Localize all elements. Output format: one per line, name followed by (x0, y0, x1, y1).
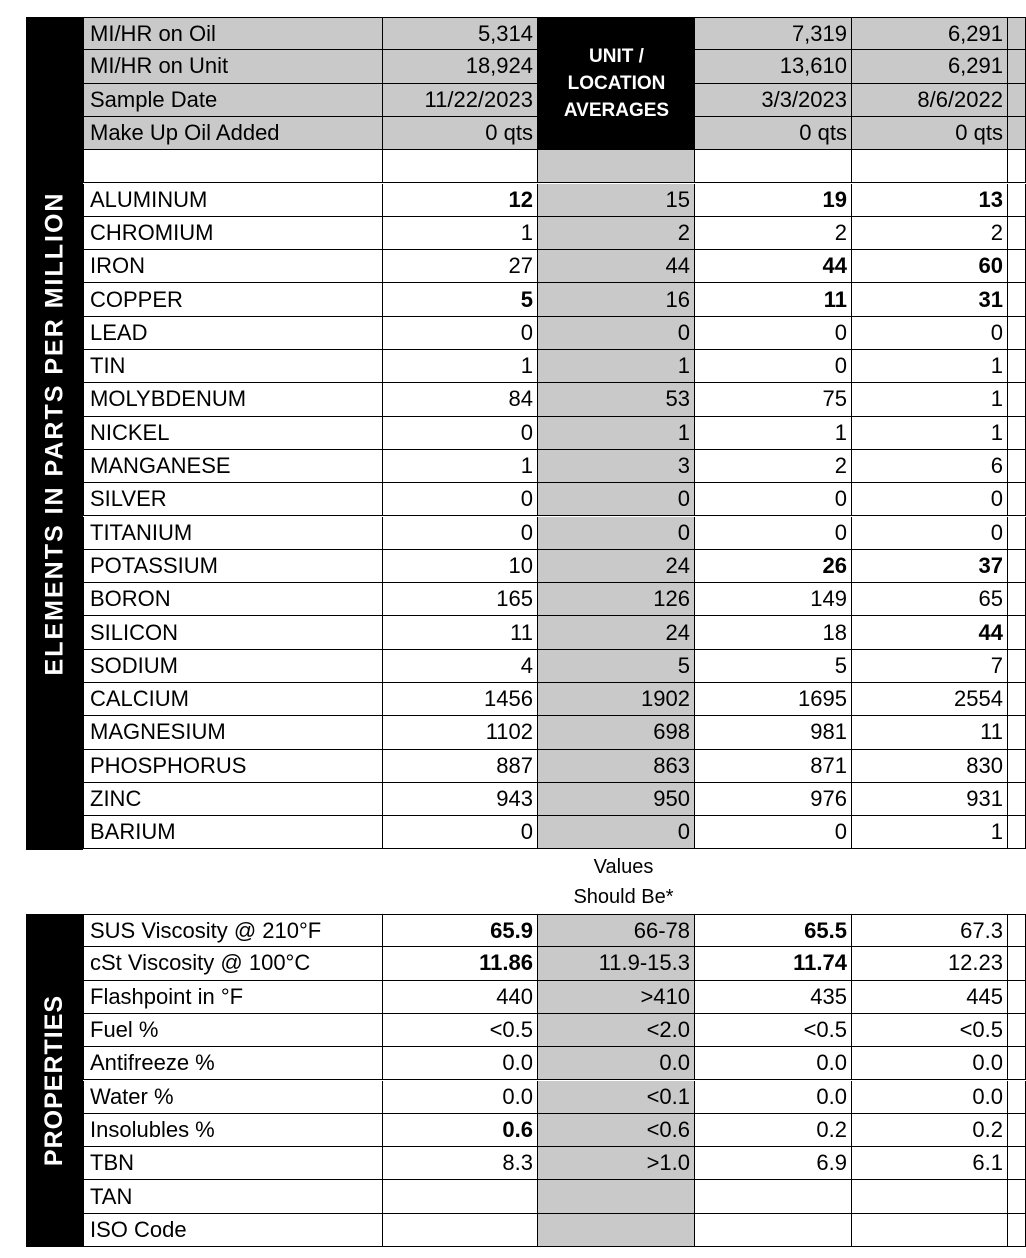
element-row-overflow-cell (1008, 650, 1026, 683)
property-row-value: 11.74 (695, 947, 852, 980)
element-row-overflow-cell (1008, 250, 1026, 283)
property-row-value: <0.5 (695, 1014, 852, 1047)
unit-location-averages-header (538, 17, 695, 150)
element-row-overflow-cell (1008, 450, 1026, 483)
element-row-overflow-cell (1008, 783, 1026, 816)
element-row-value: 1 (852, 350, 1008, 383)
property-row-value: 0.0 (383, 1047, 538, 1080)
property-row-value: 66-78 (538, 914, 695, 947)
elements-section-title: ELEMENTS IN PARTS PER MILLION (39, 191, 68, 676)
averages-header-line: AVERAGES (563, 100, 670, 122)
property-row-value: 65.9 (383, 914, 538, 947)
element-row-label: POTASSIUM (83, 550, 383, 583)
property-row-value (695, 1180, 852, 1213)
element-row-value: 1 (538, 350, 695, 383)
element-row-label: ALUMINUM (83, 184, 383, 217)
property-row-value: 0.2 (695, 1114, 852, 1147)
property-row-label: TBN (83, 1147, 383, 1180)
element-row-value: 931 (852, 783, 1008, 816)
spacer-cell (852, 150, 1008, 183)
element-row-label: TITANIUM (83, 517, 383, 550)
element-row-value: 65 (852, 583, 1008, 616)
element-row-value: 950 (538, 783, 695, 816)
property-row-label: TAN (83, 1180, 383, 1213)
header-row-value: 5,314 (383, 17, 538, 50)
element-row-value: 19 (695, 184, 852, 217)
spacer-cell (538, 150, 695, 183)
element-row-value: 0 (538, 816, 695, 849)
element-row-value: 24 (538, 550, 695, 583)
property-row-value: 445 (852, 981, 1008, 1014)
property-row-overflow-cell (1008, 1014, 1026, 1047)
element-row-value: 75 (695, 383, 852, 416)
property-row-value: 0.0 (852, 1047, 1008, 1080)
element-row-value: 44 (852, 616, 1008, 649)
property-row-value: <2.0 (538, 1014, 695, 1047)
element-row-value: 53 (538, 383, 695, 416)
element-row-value: 1 (695, 417, 852, 450)
header-row-value: 11/22/2023 (383, 84, 538, 117)
element-row-label: COPPER (83, 283, 383, 316)
element-row-value: 0 (538, 317, 695, 350)
property-row-value (695, 1214, 852, 1247)
element-row-overflow-cell (1008, 750, 1026, 783)
element-row-value: 981 (695, 716, 852, 749)
element-row-label: MANGANESE (83, 450, 383, 483)
element-row-overflow-cell (1008, 683, 1026, 716)
element-row-value: 165 (383, 583, 538, 616)
element-row-value: 0 (538, 517, 695, 550)
element-row-overflow-cell (1008, 283, 1026, 316)
property-row-value (538, 1214, 695, 1247)
element-row-overflow-cell (1008, 816, 1026, 849)
averages-header-line: LOCATION (567, 73, 666, 95)
element-row-value: 13 (852, 184, 1008, 217)
averages-header-line: UNIT / (589, 46, 644, 68)
property-row-value: 0.0 (695, 1047, 852, 1080)
element-row-value: 1695 (695, 683, 852, 716)
element-row-value: 2554 (852, 683, 1008, 716)
property-row-value: 12.23 (852, 947, 1008, 980)
element-row-value: 7 (852, 650, 1008, 683)
header-row-value: 7,319 (695, 17, 852, 50)
element-row-value: 1 (383, 450, 538, 483)
element-row-label: SODIUM (83, 650, 383, 683)
header-row-value: 8/6/2022 (852, 84, 1008, 117)
element-row-value: 0 (695, 317, 852, 350)
element-row-overflow-cell (1008, 184, 1026, 217)
element-row-value: 27 (383, 250, 538, 283)
header-row-overflow-cell (1008, 17, 1026, 50)
property-row-overflow-cell (1008, 947, 1026, 980)
element-row-overflow-cell (1008, 383, 1026, 416)
property-row-overflow-cell (1008, 1180, 1026, 1213)
element-row-label: CALCIUM (83, 683, 383, 716)
property-row-value (383, 1214, 538, 1247)
element-row-label: BORON (83, 583, 383, 616)
property-row-value (383, 1180, 538, 1213)
element-row-value: 31 (852, 283, 1008, 316)
element-row-value: 0 (383, 417, 538, 450)
values-note-line: Values (593, 855, 654, 878)
element-row-overflow-cell (1008, 217, 1026, 250)
header-row-value: 18,924 (383, 50, 538, 83)
property-row-value: >1.0 (538, 1147, 695, 1180)
element-row-value: 44 (695, 250, 852, 283)
element-row-value: 5 (695, 650, 852, 683)
property-row-value (852, 1180, 1008, 1213)
header-row-value: 3/3/2023 (695, 84, 852, 117)
element-row-label: PHOSPHORUS (83, 750, 383, 783)
element-row-value: 830 (852, 750, 1008, 783)
element-row-overflow-cell (1008, 583, 1026, 616)
element-row-value: 60 (852, 250, 1008, 283)
element-row-value: 12 (383, 184, 538, 217)
element-row-value: 1 (538, 417, 695, 450)
element-row-overflow-cell (1008, 716, 1026, 749)
element-row-value: 1902 (538, 683, 695, 716)
property-row-value: <0.5 (852, 1014, 1008, 1047)
element-row-value: 11 (383, 616, 538, 649)
property-row-value: <0.5 (383, 1014, 538, 1047)
element-row-value: 26 (695, 550, 852, 583)
property-row-value (538, 1180, 695, 1213)
element-row-overflow-cell (1008, 616, 1026, 649)
element-row-value: 863 (538, 750, 695, 783)
element-row-value: 871 (695, 750, 852, 783)
property-row-label: Fuel % (83, 1014, 383, 1047)
property-row-value: 0.6 (383, 1114, 538, 1147)
element-row-label: SILVER (83, 483, 383, 516)
element-row-value: 0 (852, 517, 1008, 550)
spacer-cell (1008, 150, 1026, 183)
property-row-label: cSt Viscosity @ 100°C (83, 947, 383, 980)
property-row-label: ISO Code (83, 1214, 383, 1247)
element-row-value: 0 (383, 483, 538, 516)
element-row-value: 18 (695, 616, 852, 649)
property-row-label: SUS Viscosity @ 210°F (83, 914, 383, 947)
header-row-label: Make Up Oil Added (83, 117, 383, 150)
element-row-value: 149 (695, 583, 852, 616)
element-row-value: 15 (538, 184, 695, 217)
property-row-value: <0.6 (538, 1114, 695, 1147)
element-row-value: 84 (383, 383, 538, 416)
element-row-label: ZINC (83, 783, 383, 816)
element-row-value: 943 (383, 783, 538, 816)
element-row-label: CHROMIUM (83, 217, 383, 250)
element-row-value: 1 (852, 816, 1008, 849)
element-row-value: 698 (538, 716, 695, 749)
header-row-value: 0 qts (852, 117, 1008, 150)
element-row-label: NICKEL (83, 417, 383, 450)
property-row-value: >410 (538, 981, 695, 1014)
element-row-value: 1 (383, 350, 538, 383)
element-row-label: IRON (83, 250, 383, 283)
header-row-overflow-cell (1008, 117, 1026, 150)
header-row-label: Sample Date (83, 84, 383, 117)
element-row-label: MAGNESIUM (83, 716, 383, 749)
element-row-label: MOLYBDENUM (83, 383, 383, 416)
header-row-value: 13,610 (695, 50, 852, 83)
element-row-value: 0 (852, 317, 1008, 350)
element-row-value: 5 (538, 650, 695, 683)
element-row-value: 2 (852, 217, 1008, 250)
element-row-value: 11 (852, 716, 1008, 749)
property-row-value: <0.1 (538, 1081, 695, 1114)
property-row-value: 8.3 (383, 1147, 538, 1180)
header-row-value: 0 qts (383, 117, 538, 150)
header-row-value: 6,291 (852, 17, 1008, 50)
header-row-label: MI/HR on Unit (83, 50, 383, 83)
element-row-value: 2 (538, 217, 695, 250)
property-row-overflow-cell (1008, 914, 1026, 947)
element-row-value: 126 (538, 583, 695, 616)
element-row-value: 1456 (383, 683, 538, 716)
element-row-value: 11 (695, 283, 852, 316)
element-row-value: 2 (695, 450, 852, 483)
element-row-value: 1102 (383, 716, 538, 749)
property-row-label: Water % (83, 1081, 383, 1114)
element-row-value: 0 (852, 483, 1008, 516)
property-row-value: 11.86 (383, 947, 538, 980)
property-row-value: 11.9-15.3 (538, 947, 695, 980)
element-row-value: 0 (695, 816, 852, 849)
properties-section-title: PROPERTIES (40, 994, 69, 1167)
element-row-value: 5 (383, 283, 538, 316)
header-row-overflow-cell (1008, 84, 1026, 117)
spacer-cell (383, 150, 538, 183)
values-note-line: Should Be* (573, 885, 674, 908)
values-should-be-note (538, 852, 709, 912)
spacer-cell (83, 150, 383, 183)
property-row-value: 0.0 (852, 1081, 1008, 1114)
property-row-value: 6.9 (695, 1147, 852, 1180)
element-row-value: 0 (695, 483, 852, 516)
element-row-value: 0 (538, 483, 695, 516)
property-row-value: 435 (695, 981, 852, 1014)
property-row-overflow-cell (1008, 1147, 1026, 1180)
element-row-label: LEAD (83, 317, 383, 350)
property-row-value: 0.0 (538, 1047, 695, 1080)
property-row-overflow-cell (1008, 1081, 1026, 1114)
element-row-overflow-cell (1008, 483, 1026, 516)
header-row-value: 6,291 (852, 50, 1008, 83)
element-row-overflow-cell (1008, 350, 1026, 383)
header-row-label: MI/HR on Oil (83, 17, 383, 50)
element-row-value: 976 (695, 783, 852, 816)
element-row-overflow-cell (1008, 417, 1026, 450)
property-row-value: 0.0 (695, 1081, 852, 1114)
element-row-label: BARIUM (83, 816, 383, 849)
element-row-value: 44 (538, 250, 695, 283)
element-row-value: 0 (383, 816, 538, 849)
property-row-label: Insolubles % (83, 1114, 383, 1147)
element-row-overflow-cell (1008, 517, 1026, 550)
element-row-label: SILICON (83, 616, 383, 649)
element-row-value: 0 (383, 317, 538, 350)
property-row-value: 65.5 (695, 914, 852, 947)
header-row-overflow-cell (1008, 50, 1026, 83)
property-row-value: 67.3 (852, 914, 1008, 947)
element-row-value: 37 (852, 550, 1008, 583)
property-row-value: 0.0 (383, 1081, 538, 1114)
element-row-value: 1 (383, 217, 538, 250)
element-row-value: 10 (383, 550, 538, 583)
element-row-value: 887 (383, 750, 538, 783)
element-row-value: 0 (383, 517, 538, 550)
element-row-value: 24 (538, 616, 695, 649)
property-row-value (852, 1214, 1008, 1247)
element-row-value: 1 (852, 417, 1008, 450)
header-row-value: 0 qts (695, 117, 852, 150)
element-row-label: TIN (83, 350, 383, 383)
element-row-overflow-cell (1008, 550, 1026, 583)
element-row-value: 3 (538, 450, 695, 483)
property-row-value: 440 (383, 981, 538, 1014)
element-row-value: 16 (538, 283, 695, 316)
property-row-value: 6.1 (852, 1147, 1008, 1180)
property-row-overflow-cell (1008, 1114, 1026, 1147)
element-row-value: 0 (695, 517, 852, 550)
element-row-value: 1 (852, 383, 1008, 416)
element-row-value: 4 (383, 650, 538, 683)
spacer-cell (695, 150, 852, 183)
element-row-value: 0 (695, 350, 852, 383)
property-row-overflow-cell (1008, 1047, 1026, 1080)
element-row-value: 6 (852, 450, 1008, 483)
element-row-overflow-cell (1008, 317, 1026, 350)
property-row-label: Flashpoint in °F (83, 981, 383, 1014)
element-row-value: 2 (695, 217, 852, 250)
property-row-overflow-cell (1008, 1214, 1026, 1247)
property-row-value: 0.2 (852, 1114, 1008, 1147)
property-row-label: Antifreeze % (83, 1047, 383, 1080)
property-row-overflow-cell (1008, 981, 1026, 1014)
